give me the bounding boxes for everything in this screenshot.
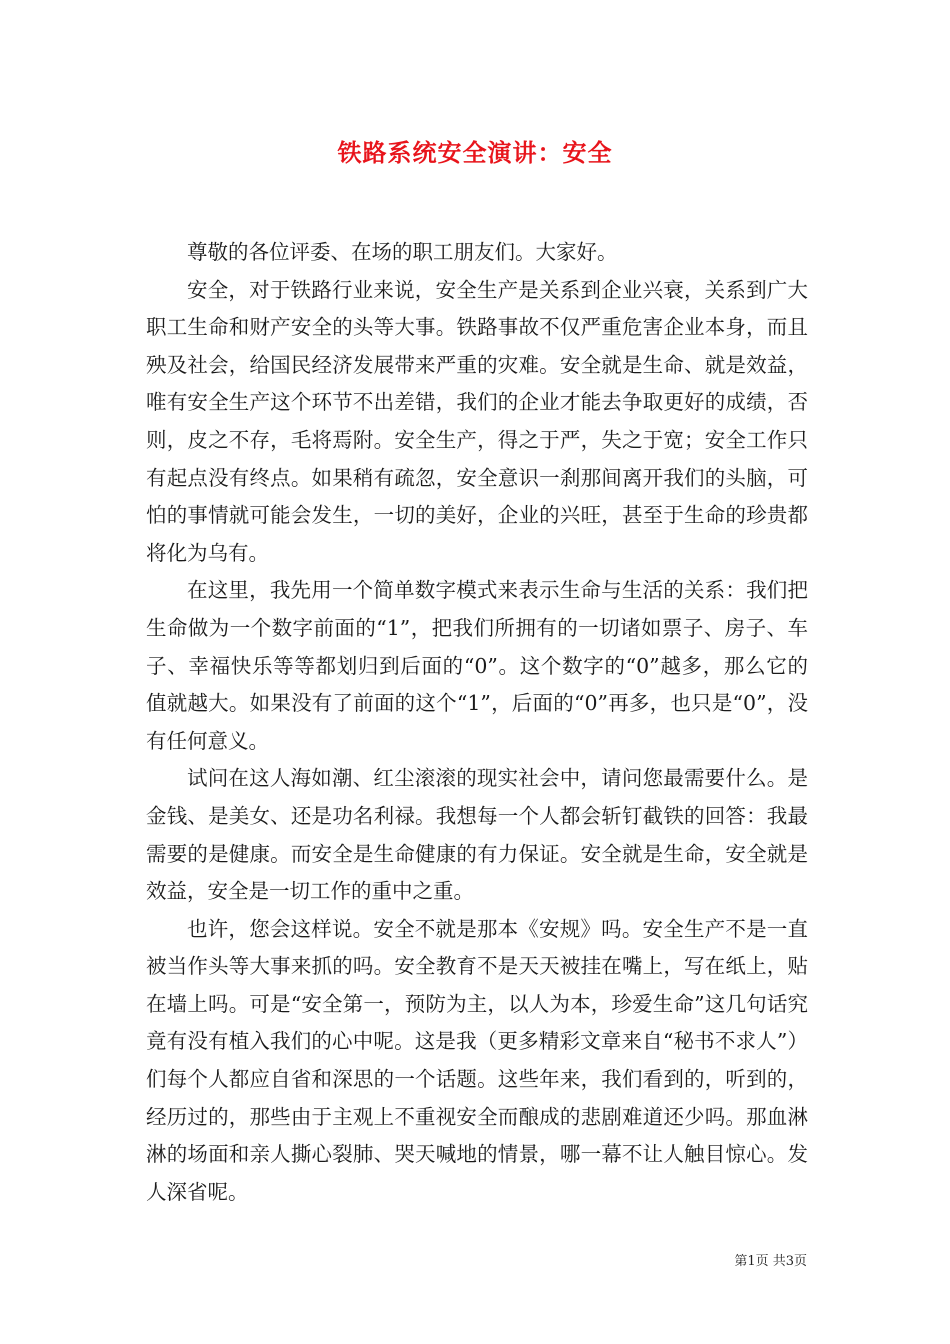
paragraph-reflection: 也许，您会这样说。安全不就是那本《安规》吗。安全生产不是一直被当作头等大事来抓的吗。安全教育不是天天被挂在嘴上，写在纸上，贴在墙上吗。可是“安全第一，预防为主，以人为本，珍爱生命”这几句话究竟有没有植入我们的心中呢。这是我（更多精彩文章来自“秘书不求人”）们每个人都应自省和深思的一个话题。这些年来，我们看到的，听到的，经历过的，那些由于主观上不重视安全而酿成的悲剧难道还少吗。那血淋淋的场面和亲人撕心裂肺、哭天喊地的情景，哪一幕不让人触目惊心。发人深省呢。 <box>146 916 808 1204</box>
paragraph-number-model: 在这里，我先用一个简单数字模式来表示生命与生活的关系：我们把生命做为一个数字前面的“1”，把我们所拥有的一切诸如票子、房子、车子、幸福快乐等等都划归到后面的“0”。这个数字的“0”越多，那么它的值就越大。如果没有了前面的这个“1”，后面的“0”再多，也只是“0”，没有任何意义。 <box>146 578 808 753</box>
document-title: 铁路系统安全演讲：安全 <box>337 138 613 167</box>
paragraph-greeting: 尊敬的各位评委、在场的职工朋友们。大家好。 <box>187 240 618 264</box>
paragraph-safety-importance: 安全，对于铁路行业来说，安全生产是关系到企业兴衰，关系到广大职工生命和财产安全的头等大事。铁路事故不仅严重危害企业本身，而且殃及社会，给国民经济发展带来严重的灾难。安全就是生命、就是效益，唯有安全生产这个环节不出差错，我们的企业才能去争取更好的成绩，否则，皮之不存，毛将焉附。安全生产，得之于严，失之于宽；安全工作只有起点没有终点。如果稍有疏忽，安全意识一刹那间离开我们的头脑，可怕的事情就可能会发生，一切的美好，企业的兴旺，甚至于生命的珍贵都将化为乌有。 <box>146 277 808 565</box>
document-body <box>146 234 808 1211</box>
page-number: 第1页 共3页 <box>734 1254 807 1269</box>
paragraph-question: 试问在这人海如潮、红尘滚滚的现实社会中，请问您最需要什么。是金钱、是美女、还是功名利禄。我想每一个人都会斩钉截铁的回答：我最需要的是健康。而安全是生命健康的有力保证。安全就是生命，安全就是效益，安全是一切工作的重中之重。 <box>146 766 808 904</box>
